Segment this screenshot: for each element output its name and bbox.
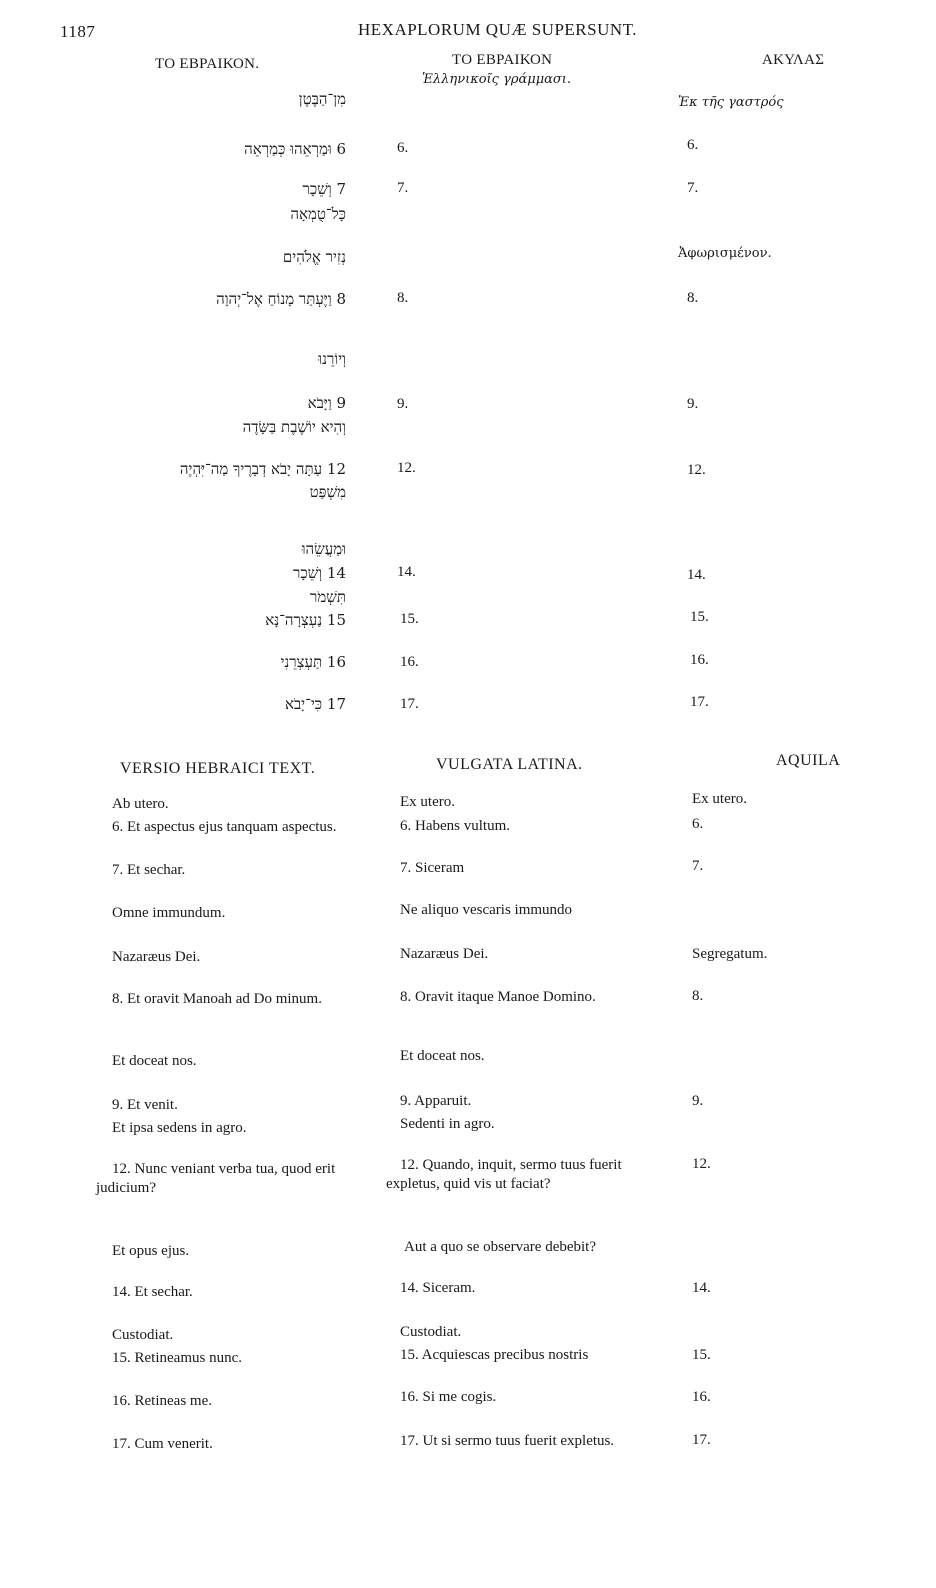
translit-number: 9. bbox=[397, 396, 409, 412]
vulgata-line: 12. Quando, inquit, sermo tuus fuerit expletus, quid vis ut faciat? bbox=[386, 1157, 622, 1192]
versio-line: 6. Et aspectus ejus tanquam aspectus. bbox=[112, 819, 337, 835]
hebrew-line: 15 נַעְצְרָה־נָּא bbox=[265, 611, 346, 629]
hebrew-line: 6 וּמַרְאֵהוּ כְּמַרְאֵה bbox=[244, 140, 346, 158]
versio-line: 8. Et oravit Manoah ad Do minum. bbox=[112, 991, 322, 1007]
versio-line: Custodiat. bbox=[112, 1327, 174, 1343]
hebrew-line: 12 עַתָּה יָבֹא דְבָרֶיךָ מַה־יִּהְיֶה bbox=[179, 460, 346, 478]
header-translit: ΤΟ ΕΒΡΑΙΚΟΝ bbox=[452, 52, 553, 68]
vulgata-line: Et doceat nos. bbox=[400, 1048, 485, 1064]
running-title: HEXAPLORUM QUÆ SUPERSUNT. bbox=[358, 20, 638, 39]
aquila-number: 7. bbox=[687, 180, 699, 196]
versio-line: 14. Et sechar. bbox=[112, 1284, 193, 1300]
aquila-number: 17. bbox=[690, 694, 709, 710]
hebrew-line: וּמַעֲשֵׂהוּ bbox=[301, 540, 346, 558]
hebrew-line: וְהִיא יוֹשֶׁבֶת בַּשָּׂדֶה bbox=[242, 418, 346, 436]
vulgata-line: 9. Apparuit. bbox=[400, 1093, 472, 1109]
header-hebrew: ΤΟ ΕΒΡΑΙΚΟΝ. bbox=[155, 56, 260, 72]
translit-number: 16. bbox=[400, 654, 419, 670]
hebrew-line: נְזִיר אֱלֹהִים bbox=[282, 248, 346, 266]
aquila-number: 6. bbox=[687, 137, 699, 153]
vulgata-line: Ne aliquo vescaris immundo bbox=[400, 902, 573, 918]
translit-number: 17. bbox=[400, 696, 419, 712]
versio-line: 15. Retineamus nunc. bbox=[112, 1350, 242, 1366]
aquila-latin-line: 7. bbox=[692, 858, 704, 874]
hebrew-line: 17 כִּי־יָבֹא bbox=[284, 695, 346, 713]
header-aquila-greek: ΑΚΥΛΑΣ bbox=[762, 52, 825, 68]
vulgata-line: Aut a quo se observare debebit? bbox=[404, 1239, 597, 1255]
versio-line: 16. Retineas me. bbox=[112, 1393, 212, 1409]
header-versio: VERSIO HEBRAICI TEXT. bbox=[120, 760, 316, 777]
versio-line: 12. Nunc veniant verba tua, quod erit judicium? bbox=[96, 1161, 336, 1196]
aquila-number: 16. bbox=[690, 652, 709, 668]
vulgata-line: 7. Siceram bbox=[400, 860, 465, 876]
aquila-number: 14. bbox=[687, 567, 706, 583]
aquila-latin-line: 14. bbox=[692, 1280, 711, 1296]
header-vulgata: VULGATA LATINA. bbox=[436, 756, 583, 773]
hebrew-line: 7 וְשֵׁכָר bbox=[302, 180, 346, 198]
vulgata-line: Custodiat. bbox=[400, 1324, 462, 1340]
aquila-number: 9. bbox=[687, 396, 699, 412]
versio-line: Omne immundum. bbox=[112, 905, 226, 921]
aquila-number: 15. bbox=[690, 609, 709, 625]
aquila-latin-line: 6. bbox=[692, 816, 704, 832]
aquila-latin-line: 9. bbox=[692, 1093, 704, 1109]
hebrew-line: וְיוֹרֵנוּ bbox=[318, 350, 346, 368]
aquila-number: 12. bbox=[687, 462, 706, 478]
vulgata-line: 8. Oravit itaque Manoe Domino. bbox=[400, 989, 596, 1005]
versio-line: Et opus ejus. bbox=[112, 1243, 190, 1259]
hebrew-line: 14 וְשֵׁכָר bbox=[292, 564, 346, 582]
aquila-greek-line: Ἀφωρισμένον. bbox=[678, 246, 772, 261]
versio-line: 9. Et venit. bbox=[112, 1097, 178, 1113]
aquila-latin-line: 12. bbox=[692, 1156, 711, 1172]
hebrew-line: 9 וַיָּבֹא bbox=[307, 394, 346, 412]
vulgata-line: 16. Si me cogis. bbox=[400, 1389, 497, 1405]
versio-line: Nazaræus Dei. bbox=[112, 949, 201, 965]
versio-line: Et doceat nos. bbox=[112, 1053, 197, 1069]
page-number: 1187 bbox=[60, 22, 96, 41]
aquila-number: 8. bbox=[687, 290, 699, 306]
translit-number: 8. bbox=[397, 290, 409, 306]
vulgata-line: 14. Siceram. bbox=[400, 1280, 476, 1296]
aquila-latin-line: Segregatum. bbox=[692, 946, 768, 962]
versio-line: Ab utero. bbox=[112, 796, 169, 812]
header-aquila-latin: AQUILA bbox=[776, 752, 841, 769]
vulgata-line: Sedenti in agro. bbox=[400, 1116, 495, 1132]
translit-number: 14. bbox=[397, 564, 416, 580]
aquila-latin-line: Ex utero. bbox=[692, 791, 747, 807]
translit-number: 6. bbox=[397, 140, 409, 156]
translit-number: 12. bbox=[397, 460, 416, 476]
aquila-latin-line: 17. bbox=[692, 1432, 711, 1448]
aquila-greek-line: Ἐκ τῆς γαστρός bbox=[678, 95, 784, 110]
aquila-latin-line: 8. bbox=[692, 988, 704, 1004]
vulgata-line: 17. Ut si sermo tuus fuerit expletus. bbox=[400, 1433, 615, 1449]
vulgata-line: Nazaræus Dei. bbox=[400, 946, 489, 962]
vulgata-line: Ex utero. bbox=[400, 794, 455, 810]
hebrew-line: מִן־הַבֶּטֶן bbox=[298, 90, 346, 108]
hebrew-line: תִּשְׁמֹר bbox=[309, 588, 346, 606]
versio-line: 7. Et sechar. bbox=[112, 862, 186, 878]
hebrew-line: מִשְׁפַּט bbox=[309, 483, 346, 501]
translit-number: 15. bbox=[400, 611, 419, 627]
hebrew-line: 16 תַּעְצְרֵנִי bbox=[280, 653, 346, 671]
versio-line: Et ipsa sedens in agro. bbox=[112, 1120, 247, 1136]
aquila-latin-line: 16. bbox=[692, 1389, 711, 1405]
vulgata-line: 6. Habens vultum. bbox=[400, 818, 510, 834]
aquila-latin-line: 15. bbox=[692, 1347, 711, 1363]
header-translit-sub: Ἑλληνικοῖς γράμμασι. bbox=[422, 72, 572, 87]
hebrew-line: 8 וַיֶּעְתַּר מָנוֹחַ אֶל־יְהוָה bbox=[216, 290, 346, 308]
hebrew-line: כָּל־טֻמְאָה bbox=[290, 205, 346, 223]
translit-number: 7. bbox=[397, 180, 409, 196]
vulgata-line: 15. Acquiescas precibus nostris bbox=[400, 1347, 589, 1363]
versio-line: 17. Cum venerit. bbox=[112, 1436, 213, 1452]
